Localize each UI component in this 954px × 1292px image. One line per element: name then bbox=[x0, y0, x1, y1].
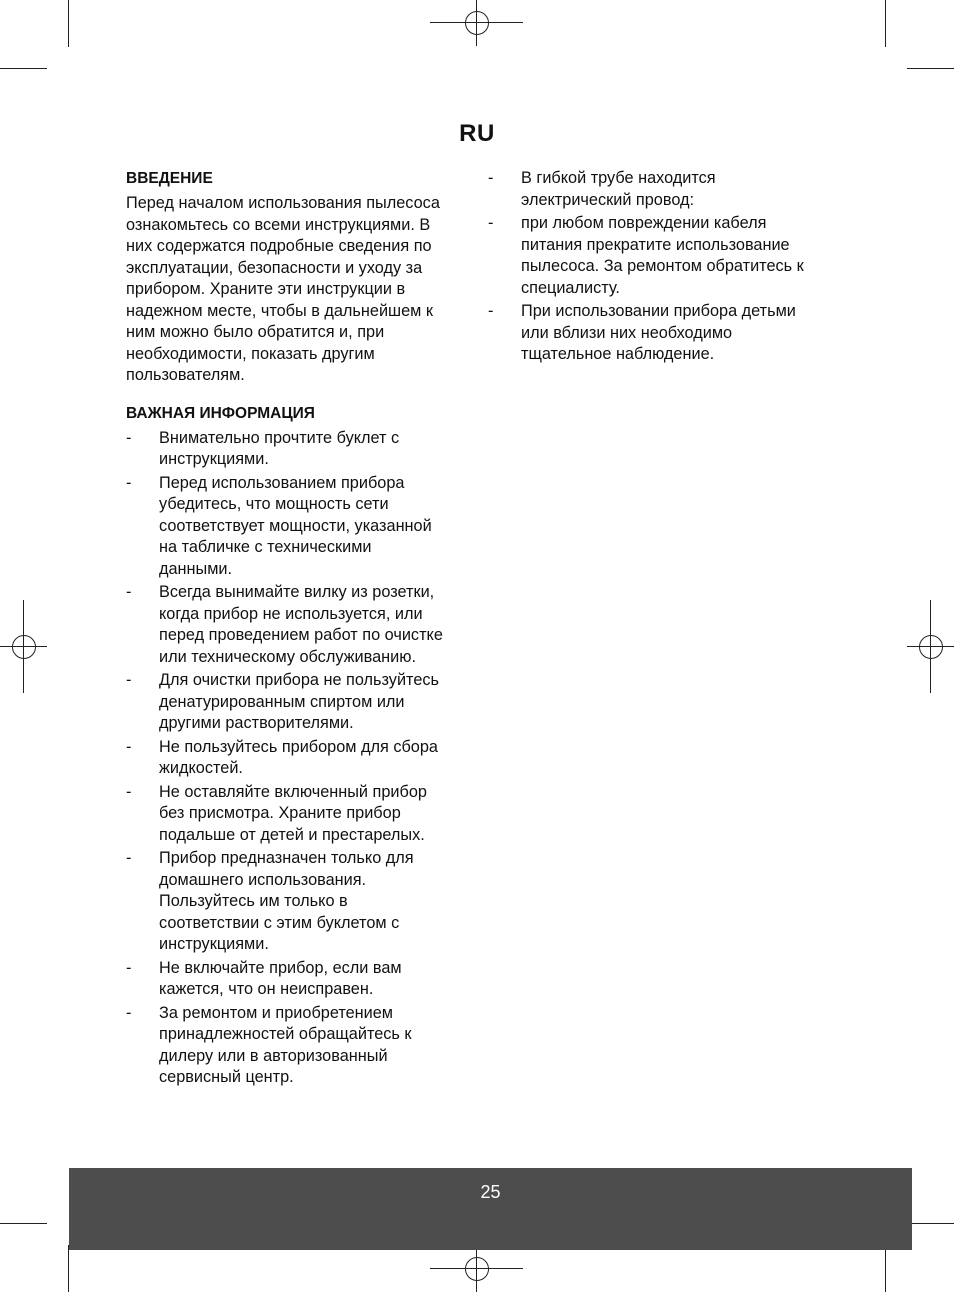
list-item-line: при любом повреждении кабеля bbox=[521, 214, 767, 232]
list-item-line: электрический провод: bbox=[521, 190, 695, 209]
list-item bbox=[126, 670, 466, 735]
list-item-line: дилеру или в авторизованный bbox=[159, 1046, 388, 1065]
crop-mark-bottom-left-vertical bbox=[68, 1245, 69, 1292]
list-item-line: данными. bbox=[159, 559, 233, 578]
list-item-line: или вблизи них необходимо bbox=[521, 323, 733, 342]
registration-mark-right-circle bbox=[919, 635, 943, 659]
list-item-line: денатурированным спиртом или bbox=[159, 692, 405, 711]
list-item-line: или техническому обслуживанию. bbox=[159, 647, 416, 666]
list-item-line: подальше от детей и престарелых. bbox=[159, 825, 425, 844]
intro-line: пользователям. bbox=[126, 366, 245, 384]
list-item bbox=[126, 958, 466, 1001]
important-info-heading: ВАЖНАЯ ИНФОРМАЦИЯ bbox=[126, 404, 315, 422]
list-item bbox=[126, 473, 466, 581]
list-item-line: За ремонтом и приобретением bbox=[159, 1003, 394, 1022]
list-item-line: сервисный центр. bbox=[159, 1068, 294, 1086]
bullet-dash: - bbox=[126, 1003, 132, 1022]
list-item-line: другими растворителями. bbox=[159, 714, 354, 732]
list-item bbox=[488, 301, 833, 366]
right-column bbox=[488, 168, 833, 368]
list-item-line: на табличке с техническими bbox=[159, 538, 372, 556]
list-item-line: При использовании прибора детьми bbox=[521, 302, 796, 320]
crop-mark-top-right-vertical bbox=[885, 0, 886, 47]
list-item-line: перед проведением работ по очистке bbox=[159, 626, 443, 644]
list-item bbox=[488, 213, 833, 299]
list-item-line: убедитесь, что мощность сети bbox=[159, 495, 389, 513]
intro-line: них содержатся подробные сведения по bbox=[126, 237, 432, 255]
bullet-dash: - bbox=[488, 302, 494, 320]
list-item-line: домашнего использования. bbox=[159, 870, 367, 889]
bullet-dash: - bbox=[126, 958, 132, 977]
footer-bar bbox=[69, 1168, 912, 1250]
intro-line: прибором. Храните эти инструкции в bbox=[126, 280, 406, 298]
list-item-line: соответствии с этим буклетом с bbox=[159, 913, 400, 932]
list-item-line: принадлежностей обращайтесь к bbox=[159, 1025, 412, 1043]
bullet-dash: - bbox=[488, 214, 494, 232]
left-column bbox=[126, 168, 466, 1091]
bullet-dash: - bbox=[126, 782, 132, 801]
bullet-dash: - bbox=[488, 169, 494, 187]
list-item-line: Не оставляйте включенный прибор bbox=[159, 782, 427, 801]
list-item-line: Прибор предназначен только для bbox=[159, 849, 414, 867]
list-item-line: питания прекратите использование bbox=[521, 235, 790, 254]
intro-heading: ВВЕДЕНИЕ bbox=[126, 170, 213, 187]
list-item-line: Не пользуйтесь прибором для сбора bbox=[159, 737, 438, 756]
list-item-line: Внимательно прочтите буклет с bbox=[159, 428, 400, 447]
continued-info-list bbox=[488, 168, 833, 366]
crop-mark-top-left-vertical bbox=[68, 0, 69, 47]
list-item-line: жидкостей. bbox=[159, 759, 243, 777]
registration-mark-top-circle bbox=[465, 11, 489, 35]
list-item bbox=[126, 782, 466, 847]
registration-mark-left-circle bbox=[12, 635, 36, 659]
list-item-line: инструкциями. bbox=[159, 935, 269, 953]
list-item bbox=[126, 848, 466, 956]
list-item-line: соответствует мощности, указанной bbox=[159, 516, 432, 535]
list-item-line: В гибкой трубе находится bbox=[521, 169, 716, 187]
bullet-dash: - bbox=[126, 473, 132, 492]
intro-line: необходимости, показать другим bbox=[126, 344, 375, 363]
bullet-dash: - bbox=[126, 671, 132, 689]
list-item bbox=[126, 1003, 466, 1089]
bullet-dash: - bbox=[126, 428, 132, 447]
page-number: 25 bbox=[480, 1182, 501, 1202]
crop-mark-top-left-horizontal bbox=[0, 68, 47, 69]
important-info-list bbox=[126, 428, 466, 1089]
intro-paragraph bbox=[126, 193, 466, 387]
bullet-dash: - bbox=[126, 583, 132, 601]
intro-line: ознакомьтесь со всеми инструкциями. В bbox=[126, 215, 431, 234]
list-item bbox=[126, 428, 466, 471]
list-item-line: тщательное наблюдение. bbox=[521, 345, 715, 363]
list-item-line: пылесоса. За ремонтом обратитесь к bbox=[521, 257, 804, 275]
crop-mark-bottom-left-horizontal bbox=[0, 1223, 47, 1224]
intro-line: надежном месте, чтобы в дальнейшем к bbox=[126, 301, 434, 320]
intro-line: Перед началом использования пылесоса bbox=[126, 194, 440, 212]
registration-mark-bottom-circle bbox=[465, 1257, 489, 1281]
list-item-line: Перед использованием прибора bbox=[159, 473, 405, 492]
list-item-line: Всегда вынимайте вилку из розетки, bbox=[159, 583, 435, 601]
list-item-line: Не включайте прибор, если вам bbox=[159, 958, 402, 977]
crop-mark-bottom-right-horizontal bbox=[907, 1223, 954, 1224]
crop-mark-bottom-right-vertical bbox=[885, 1245, 886, 1292]
list-item-line: Пользуйтесь им только в bbox=[159, 892, 348, 910]
crop-mark-top-right-horizontal bbox=[907, 68, 954, 69]
bullet-dash: - bbox=[126, 849, 132, 867]
language-code-heading: RU bbox=[459, 120, 495, 147]
list-item-line: Для очистки прибора не пользуйтесь bbox=[159, 671, 439, 689]
list-item-line: без присмотра. Храните прибор bbox=[159, 804, 401, 822]
list-item bbox=[126, 582, 466, 668]
intro-line: эксплуатации, безопасности и уходу за bbox=[126, 258, 423, 277]
intro-line: ним можно было обратится и, при bbox=[126, 323, 385, 341]
list-item-line: инструкциями. bbox=[159, 450, 269, 468]
bullet-dash: - bbox=[126, 737, 132, 756]
list-item bbox=[488, 168, 833, 211]
list-item-line: специалисту. bbox=[521, 278, 620, 297]
list-item bbox=[126, 737, 466, 780]
list-item-line: когда прибор не используется, или bbox=[159, 604, 423, 623]
list-item-line: кажется, что он неисправен. bbox=[159, 980, 374, 998]
